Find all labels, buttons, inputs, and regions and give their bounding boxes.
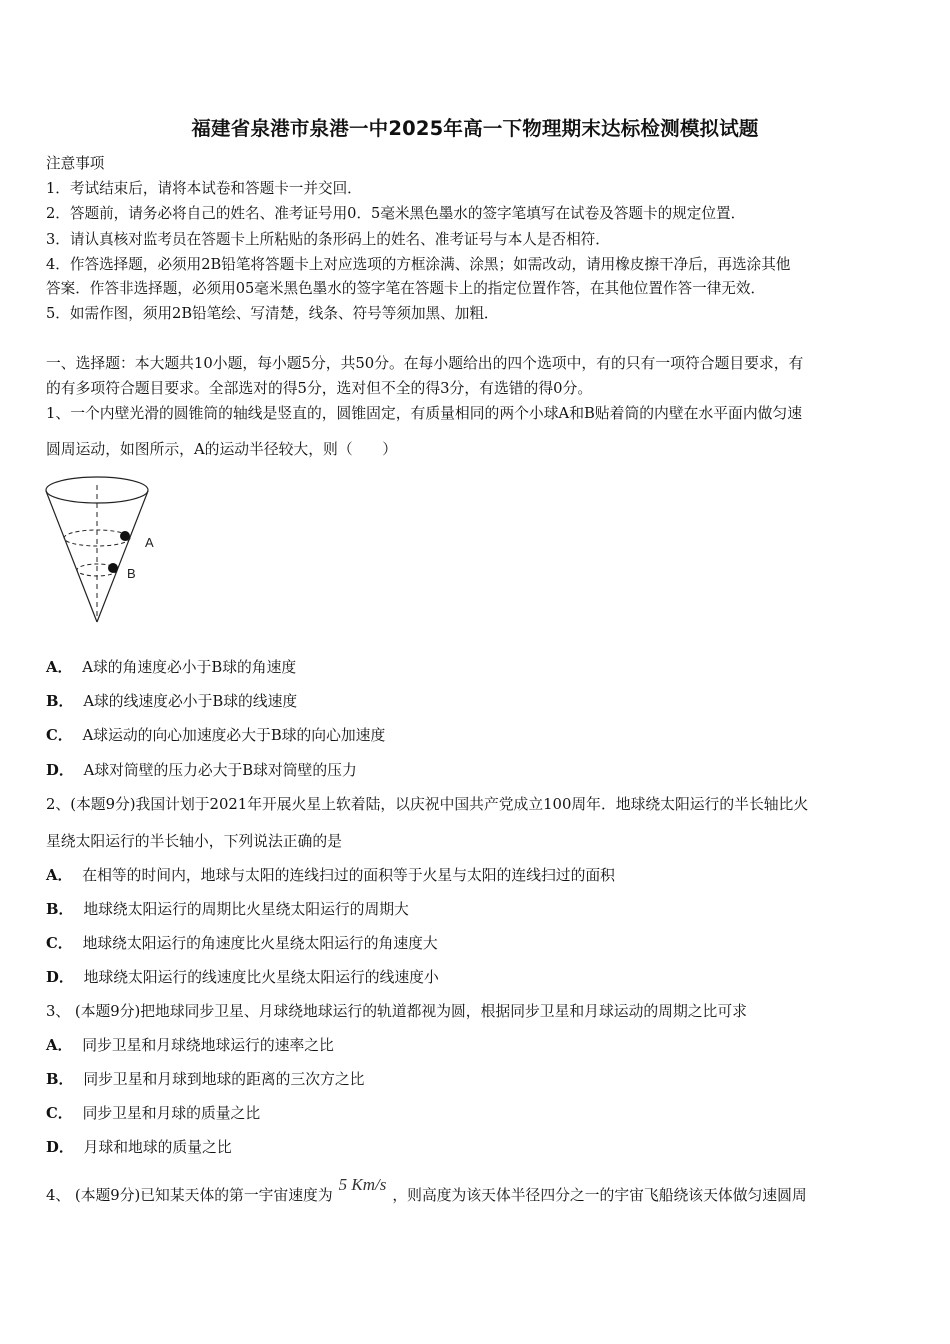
question-3-option-d [46,1136,232,1157]
option-label: A． [46,1037,73,1054]
question-4-suffix: ，则高度为该天体半径四分之一的宇宙飞船绕该天体做匀速圆周 [392,1187,807,1204]
question-1-option-b [46,690,297,711]
option-text: 地球绕太阳运行的角速度比火星绕太阳运行的角速度大 [82,935,438,952]
option-text: 同步卫星和月球绕地球运行的速率之比 [82,1037,334,1054]
option-label: C． [46,935,73,952]
cone-side-left [46,491,97,622]
question-2-option-c [46,932,438,953]
section-instruction: 的有多项符合题目要求。全部选对的得5分，选对但不全的得3分，有选错的得0分。 [46,380,593,397]
option-label: A． [46,659,73,676]
option-label: D． [46,762,74,779]
option-label: C． [46,1105,73,1122]
notice-item: 1．考试结束后，请将本试卷和答题卡一并交回． [46,180,362,197]
option-text: A球的角速度必小于B球的角速度 [82,659,297,676]
question-2-option-a [46,864,615,885]
question-4-prefix: 4、 (本题9分)已知某天体的第一宇宙速度为 [46,1187,333,1204]
option-label: A． [46,867,73,884]
option-text: A球的线速度必小于B球的线速度 [83,693,298,710]
question-3-option-c [46,1102,260,1123]
option-label: C． [46,727,73,744]
question-4-stem [46,1175,807,1205]
notice-item: 3．请认真核对监考员在答题卡上所粘贴的条形码上的姓名、准考证号与本人是否相符． [46,231,610,248]
option-text: 地球绕太阳运行的线速度比火星绕太阳运行的线速度小 [83,969,439,986]
cone-figure [40,470,170,630]
option-label: D． [46,969,74,986]
option-text: 同步卫星和月球到地球的距离的三次方之比 [83,1071,365,1088]
option-text: 在相等的时间内，地球与太阳的连线扫过的面积等于火星与太阳的连线扫过的面积 [82,867,615,884]
option-text: A球运动的向心加速度必大于B球的向心加速度 [82,727,386,744]
option-label: B． [46,1071,74,1088]
question-2-option-d [46,966,439,987]
page-title: 福建省泉港市泉港一中2025年高一下物理期末达标检测模拟试题 [191,117,759,140]
question-1-stem: 1、一个内壁光滑的圆锥筒的轴线是竖直的，圆锥固定，有质量相同的两个小球A和B贴着筒的内壁在水平面内做匀速 [46,405,803,422]
question-2-stem: 星绕太阳运行的半长轴小，下列说法正确的是 [46,833,342,850]
velocity-formula: 5 Km/s [338,1175,387,1194]
label-a: A [145,535,154,550]
option-text: 月球和地球的质量之比 [83,1139,232,1156]
notice-item: 2．答题前，请务必将自己的姓名、准考证号用0．5毫米黑色墨水的签字笔填写在试卷及答题卡的规定位置． [46,205,746,222]
question-2-stem: 2、(本题9分)我国计划于2021年开展火星上软着陆，以庆祝中国共产党成立100周年．地球绕太阳运行的半长轴比火 [46,796,809,813]
ball-a [120,531,130,541]
option-text: 同步卫星和月球的质量之比 [82,1105,261,1122]
option-label: B． [46,901,74,918]
option-label: B． [46,693,74,710]
notice-heading: 注意事项 [46,155,105,172]
notice-item: 4．作答选择题，必须用2B铅笔将答题卡上对应选项的方框涂满、涂黑；如需改动，请用橡皮擦干净后，再选涂其他 [46,256,791,273]
notice-item: 答案．作答非选择题，必须用05毫米黑色墨水的签字笔在答题卡上的指定位置作答，在其他位置作答一律无效． [46,280,766,297]
notice-item: 5．如需作图，须用2B铅笔绘、写清楚，线条、符号等须加黑、加粗． [46,305,499,322]
option-text: 地球绕太阳运行的周期比火星绕太阳运行的周期大 [83,901,409,918]
question-3-stem: 3、 (本题9分)把地球同步卫星、月球绕地球运行的轨道都视为圆，根据同步卫星和月球运动的周期之比可求 [46,1003,747,1020]
question-3-option-a [46,1034,334,1055]
ball-b [108,563,118,573]
question-2-option-b [46,898,409,919]
question-3-option-b [46,1068,364,1089]
question-1-stem: 圆周运动，如图所示，A的运动半径较大，则（ ） [46,441,398,458]
option-label: D． [46,1139,74,1156]
option-text: A球对筒壁的压力必大于B球对筒壁的压力 [83,762,357,779]
section-instruction: 一、选择题：本大题共10小题，每小题5分，共50分。在每小题给出的四个选项中，有的只有一项符合题目要求，有 [46,355,804,372]
cone-side-right [97,491,148,622]
question-1-option-c [46,724,385,745]
label-b: B [127,566,136,581]
question-1-option-d [46,759,357,780]
question-1-option-a [46,656,296,677]
